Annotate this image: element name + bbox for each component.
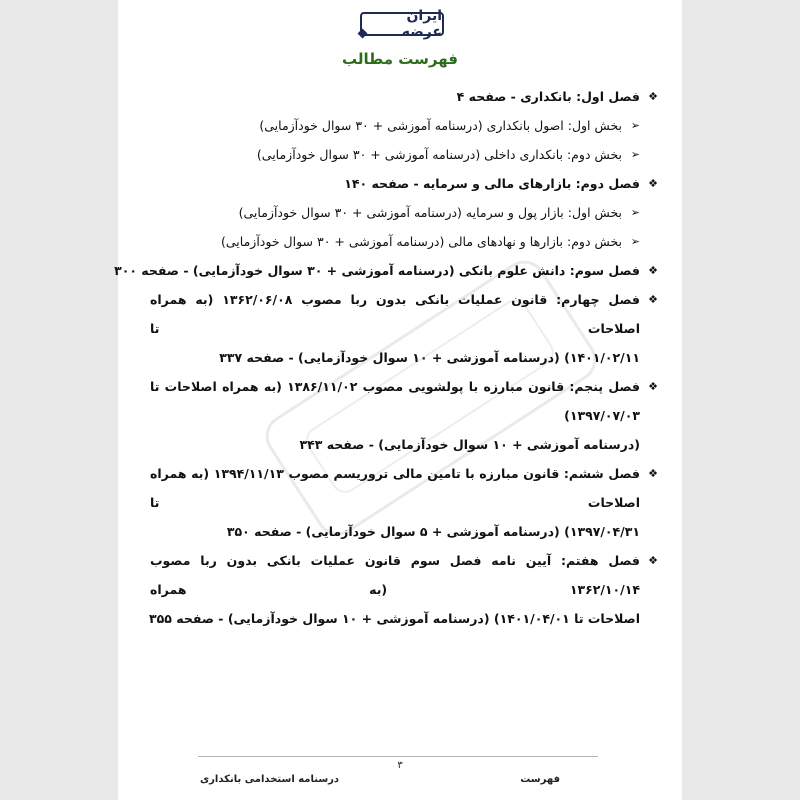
- toc-section-item: [150, 111, 660, 140]
- diamond-bullet-icon: ❖: [648, 554, 658, 567]
- toc-section-item: [150, 198, 660, 227]
- toc-chapter-continuation: ۱۳۹۷/۰۴/۳۱) (درسنامه آموزشی + ۵ سوال خودآزمایی) - صفحه ۳۵۰: [226, 524, 640, 539]
- toc-item-text: فصل سوم: دانش علوم بانکی (درسنامه آموزشی + ۳۰ سوال خودآزمایی) - صفحه ۳۰۰: [114, 263, 640, 278]
- toc-item-text: فصل اول: بانکداری - صفحه ۴: [456, 89, 640, 104]
- footer-book-title: درسنامه استخدامی بانکداری: [200, 774, 340, 785]
- diamond-bullet-icon: ❖: [648, 264, 658, 277]
- toc-chapter-continuation: اصلاحات تا ۱۴۰۱/۰۴/۰۱) (درسنامه آموزشی + ۱۰ سوال خودآزمایی) - صفحه ۳۵۵: [149, 611, 640, 626]
- toc-item-text: فصل هفتم: آیین نامه فصل سوم قانون عملیات بانکی بدون ربا مصوب ۱۳۶۲/۱۰/۱۴ (به همراه: [150, 553, 640, 597]
- footer-divider: [198, 756, 598, 757]
- table-of-contents: [114, 82, 660, 633]
- footer-page-number: ۳: [397, 760, 403, 771]
- arrow-bullet-icon: ➢: [630, 235, 640, 248]
- toc-chapter-item: [150, 546, 660, 604]
- arrow-bullet-icon: ➢: [630, 148, 640, 161]
- arrow-bullet-icon: ➢: [630, 119, 640, 132]
- diamond-bullet-icon: ❖: [648, 293, 658, 306]
- toc-chapter-continuation: (درسنامه آموزشی + ۱۰ سوال خودآزمایی) - صفحه ۳۴۳: [299, 437, 640, 452]
- toc-item-text: بخش اول: بازار پول و سرمایه (درسنامه آموزشی + ۳۰ سوال خودآزمایی): [238, 205, 622, 220]
- document-page: [114, 0, 682, 800]
- toc-item-text: فصل ششم: قانون مبارزه با تامین مالی تروریسم مصوب ۱۳۹۴/۱۱/۱۳ (به همراه اصلاحات تا: [150, 466, 640, 510]
- toc-item-text: فصل دوم: بازارهای مالی و سرمایه - صفحه ۱۴۰: [344, 176, 640, 191]
- diamond-bullet-icon: ❖: [648, 90, 658, 103]
- arrow-bullet-icon: ➢: [630, 206, 640, 219]
- toc-chapter-continuation: ۱۴۰۱/۰۲/۱۱) (درسنامه آموزشی + ۱۰ سوال خودآزمایی) - صفحه ۳۳۷: [219, 350, 640, 365]
- toc-chapter-item: [150, 169, 660, 198]
- diamond-bullet-icon: ❖: [648, 380, 658, 393]
- brand-logo: [360, 8, 444, 40]
- toc-item-text: فصل پنجم: قانون مبارزه با پولشویی مصوب ۱۳۸۶/۱۱/۰۲ (به همراه اصلاحات تا ۱۳۹۷/۰۷/۰۳): [150, 379, 640, 423]
- logo-text: ایران عرضه: [401, 8, 442, 40]
- toc-chapter-item: [150, 82, 660, 111]
- toc-item-text: بخش دوم: بانکداری داخلی (درسنامه آموزشی + ۳۰ سوال خودآزمایی): [256, 147, 622, 162]
- diamond-bullet-icon: ❖: [648, 467, 658, 480]
- page-title: فهرست مطالب: [342, 50, 458, 68]
- toc-chapter-item: [114, 256, 660, 285]
- toc-section-item: [150, 227, 660, 256]
- toc-item-text: بخش اول: اصول بانکداری (درسنامه آموزشی + ۳۰ سوال خودآزمایی): [259, 118, 622, 133]
- toc-item-text: بخش دوم: بازارها و نهادهای مالی (درسنامه آموزشی + ۳۰ سوال خودآزمایی): [221, 234, 622, 249]
- toc-section-item: [150, 140, 660, 169]
- footer-section-label: فهرست: [520, 774, 560, 785]
- toc-chapter-item: [150, 459, 660, 517]
- diamond-bullet-icon: ❖: [648, 177, 658, 190]
- toc-item-text: فصل چهارم: قانون عملیات بانکی بدون ربا مصوب ۱۳۶۲/۰۶/۰۸ (به همراه اصلاحات تا: [150, 292, 640, 336]
- toc-chapter-item: [150, 285, 660, 343]
- toc-chapter-item: [150, 372, 660, 430]
